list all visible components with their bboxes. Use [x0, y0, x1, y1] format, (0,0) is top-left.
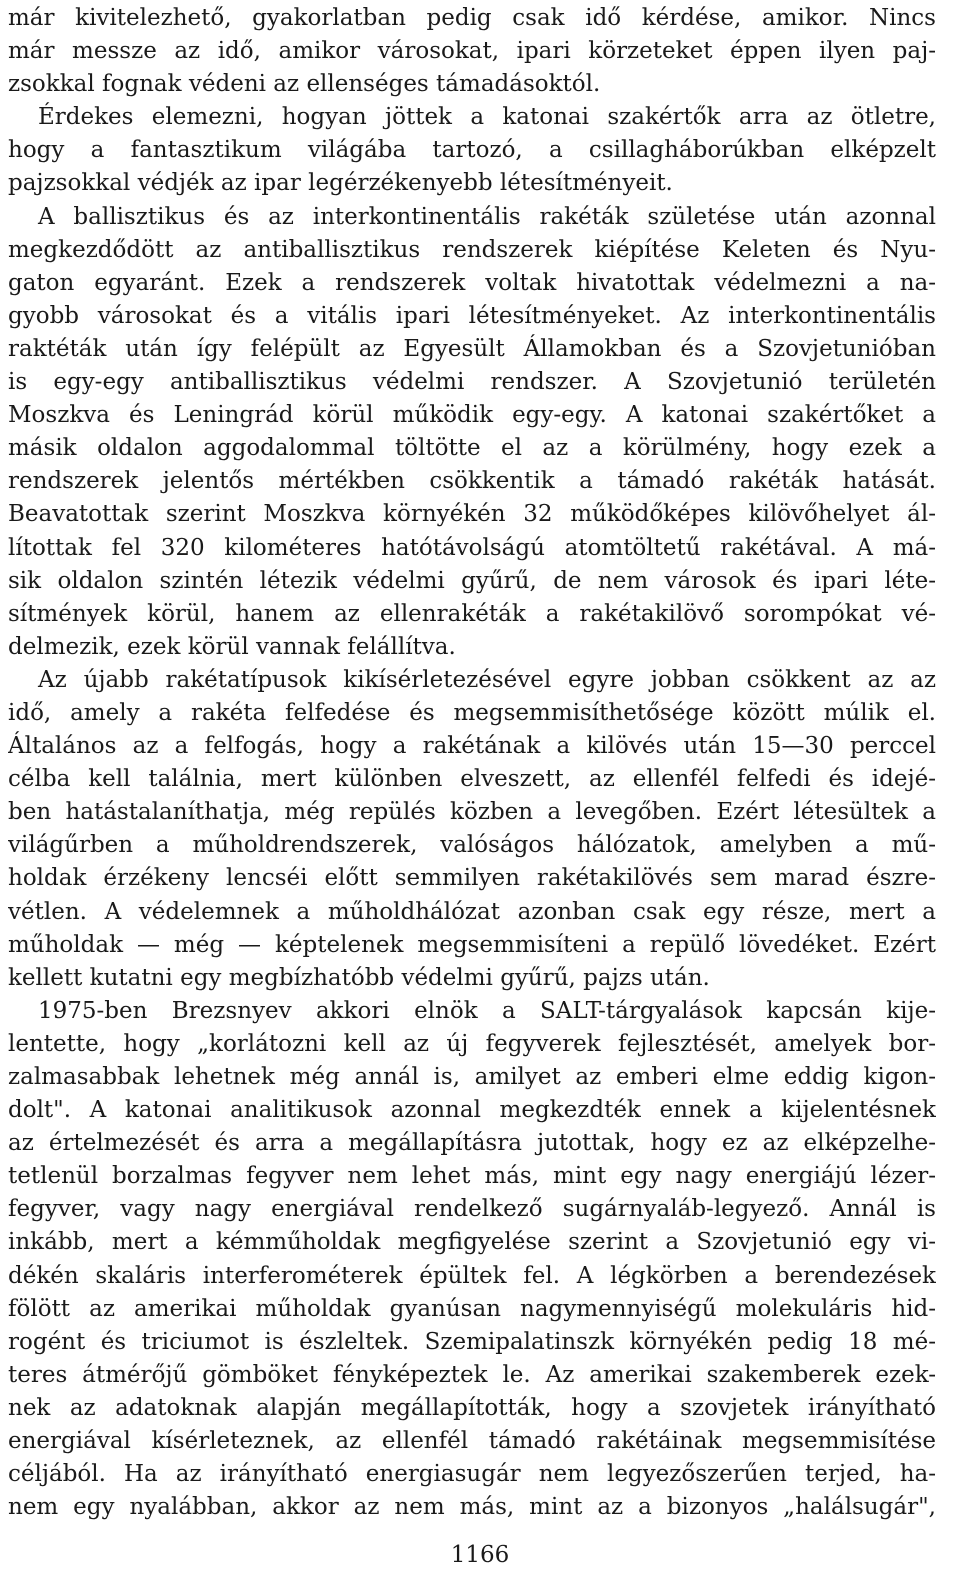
text-line: céljából. Ha az irányítható energiasugár nem legyezőszerűen terjed, ha-	[8, 1461, 936, 1488]
text-line: holdak érzékeny lencséi előtt semmilyen rakétakilövés sem marad észre-	[8, 865, 936, 892]
text-line: dékén skaláris interferométerek épültek fel. A légkörben a berendezések	[8, 1262, 936, 1289]
text-line: rogént és triciumot is észleltek. Szemipalatinszk környékén pedig 18 mé-	[8, 1328, 936, 1355]
text-line: műholdak — még — képtelenek megsemmisíteni a repülő lövedéket. Ezért	[8, 931, 936, 958]
text-line: inkább, mert a kémműholdak megfigyelése szerint a Szovjetunió egy vi-	[8, 1229, 936, 1256]
text-line: hogy a fantasztikum világába tartozó, a csillagháborúkban elképzelt	[8, 137, 936, 164]
text-line: fegyver, vagy nagy energiával rendelkező sugárnyaláb-legyező. Annál is	[8, 1196, 936, 1223]
text-line: gyobb városokat és a vitális ipari létesítményeket. Az interkontinentális	[8, 302, 936, 329]
text-line: tetlenül borzalmas fegyver nem lehet más, mint egy nagy energiájú lézer-	[8, 1163, 936, 1190]
text-line: Érdekes elemezni, hogyan jöttek a katonai szakértők arra az ötletre,	[38, 104, 936, 131]
text-line: lentette, hogy „korlátozni kell az új fegyverek fejlesztését, amelyek bor-	[8, 1030, 936, 1057]
text-line: ben hatástalaníthatja, még repülés közben a levegőben. Ezért létesültek a	[8, 799, 936, 826]
text-line: is egy-egy antiballisztikus védelmi rendszer. A Szovjetunió területén	[8, 369, 936, 396]
text-line: lítottak fel 320 kilométeres hatótávolságú atomtöltetű rakétával. A má-	[8, 534, 936, 561]
text-line: Általános az a felfogás, hogy a rakétának a kilövés után 15—30 perccel	[8, 733, 936, 760]
text-line: az értelmezését és arra a megállapításra jutottak, hogy ez az elképzelhe-	[8, 1130, 936, 1157]
text-line: célba kell találnia, mert különben elveszett, az ellenfél felfedi és idejé-	[8, 766, 936, 793]
text-line: már messze az idő, amikor városokat, ipari körzeteket éppen ilyen paj-	[8, 38, 936, 65]
text-line: dolt". A katonai analitikusok azonnal megkezdték ennek a kijelentésnek	[8, 1097, 936, 1124]
text-line: A ballisztikus és az interkontinentális rakéták születése után azonnal	[38, 203, 936, 230]
text-line: vétlen. A védelemnek a műholdhálózat azonban csak egy része, mert a	[8, 898, 936, 925]
text-line: zsokkal fognak védeni az ellenséges támadásoktól.	[8, 71, 601, 98]
text-line: kellett kutatni egy megbízhatóbb védelmi gyűrű, pajzs után.	[8, 964, 710, 991]
text-line: pajzsokkal védjék az ipar legérzékenyebb létesítményeit.	[8, 170, 673, 197]
text-line: fölött az amerikai műholdak gyanúsan nagymennyiségű molekuláris hid-	[8, 1295, 936, 1322]
page-number: 1166	[450, 1542, 510, 1568]
text-line: nek az adatoknak alapján megállapították, hogy a szovjetek irányítható	[8, 1394, 936, 1421]
text-line: delmezik, ezek körül vannak felállítva.	[8, 633, 456, 660]
text-line: rendszerek jelentős mértékben csökkentik a támadó rakéták hatását.	[8, 468, 936, 495]
text-line: Beavatottak szerint Moszkva környékén 32 működőképes kilövőhelyet ál-	[8, 501, 936, 528]
text-line: Az újabb rakétatípusok kikísérletezésével egyre jobban csökkent az az	[38, 666, 936, 693]
text-line: már kivitelezhető, gyakorlatban pedig csak idő kérdése, amikor. Nincs	[8, 5, 936, 31]
text-line: idő, amely a rakéta felfedése és megsemmisíthetősége között múlik el.	[8, 699, 936, 726]
text-line: raktéták után így felépült az Egyesült Államokban és a Szovjetunióban	[8, 335, 936, 362]
text-line: Moszkva és Leningrád körül működik egy-egy. A katonai szakértőket a	[8, 402, 936, 429]
text-line: 1975-ben Brezsnyev akkori elnök a SALT-tárgyalások kapcsán kije-	[38, 997, 936, 1024]
text-line: sítmények körül, hanem az ellenrakéták a rakétakilövő sorompókat vé-	[8, 600, 936, 627]
text-line: sik oldalon szintén létezik védelmi gyűrű, de nem városok és ipari léte-	[8, 567, 936, 594]
text-line: másik oldalon aggodalommal töltötte el az a körülmény, hogy ezek a	[8, 435, 936, 462]
text-line: világűrben a műholdrendszerek, valóságos hálózatok, amelyben a mű-	[8, 832, 936, 859]
text-line: energiával kísérleteznek, az ellenfél támadó rakétáinak megsemmisítése	[8, 1428, 936, 1455]
text-line: teres átmérőjű gömböket fényképeztek le. Az amerikai szakemberek ezek-	[8, 1361, 936, 1388]
page-body	[8, 2, 936, 1524]
text-line: gaton egyaránt. Ezek a rendszerek voltak hivatottak védelmezni a na-	[8, 269, 936, 296]
text-line: megkezdődött az antiballisztikus rendszerek kiépítése Keleten és Nyu-	[8, 236, 936, 263]
text-line: zalmasabbak lehetnek még annál is, amilyet az emberi elme eddig kigon-	[8, 1064, 936, 1090]
text-line: nem egy nyalábban, akkor az nem más, mint az a bizonyos „halálsugár",	[8, 1494, 936, 1521]
